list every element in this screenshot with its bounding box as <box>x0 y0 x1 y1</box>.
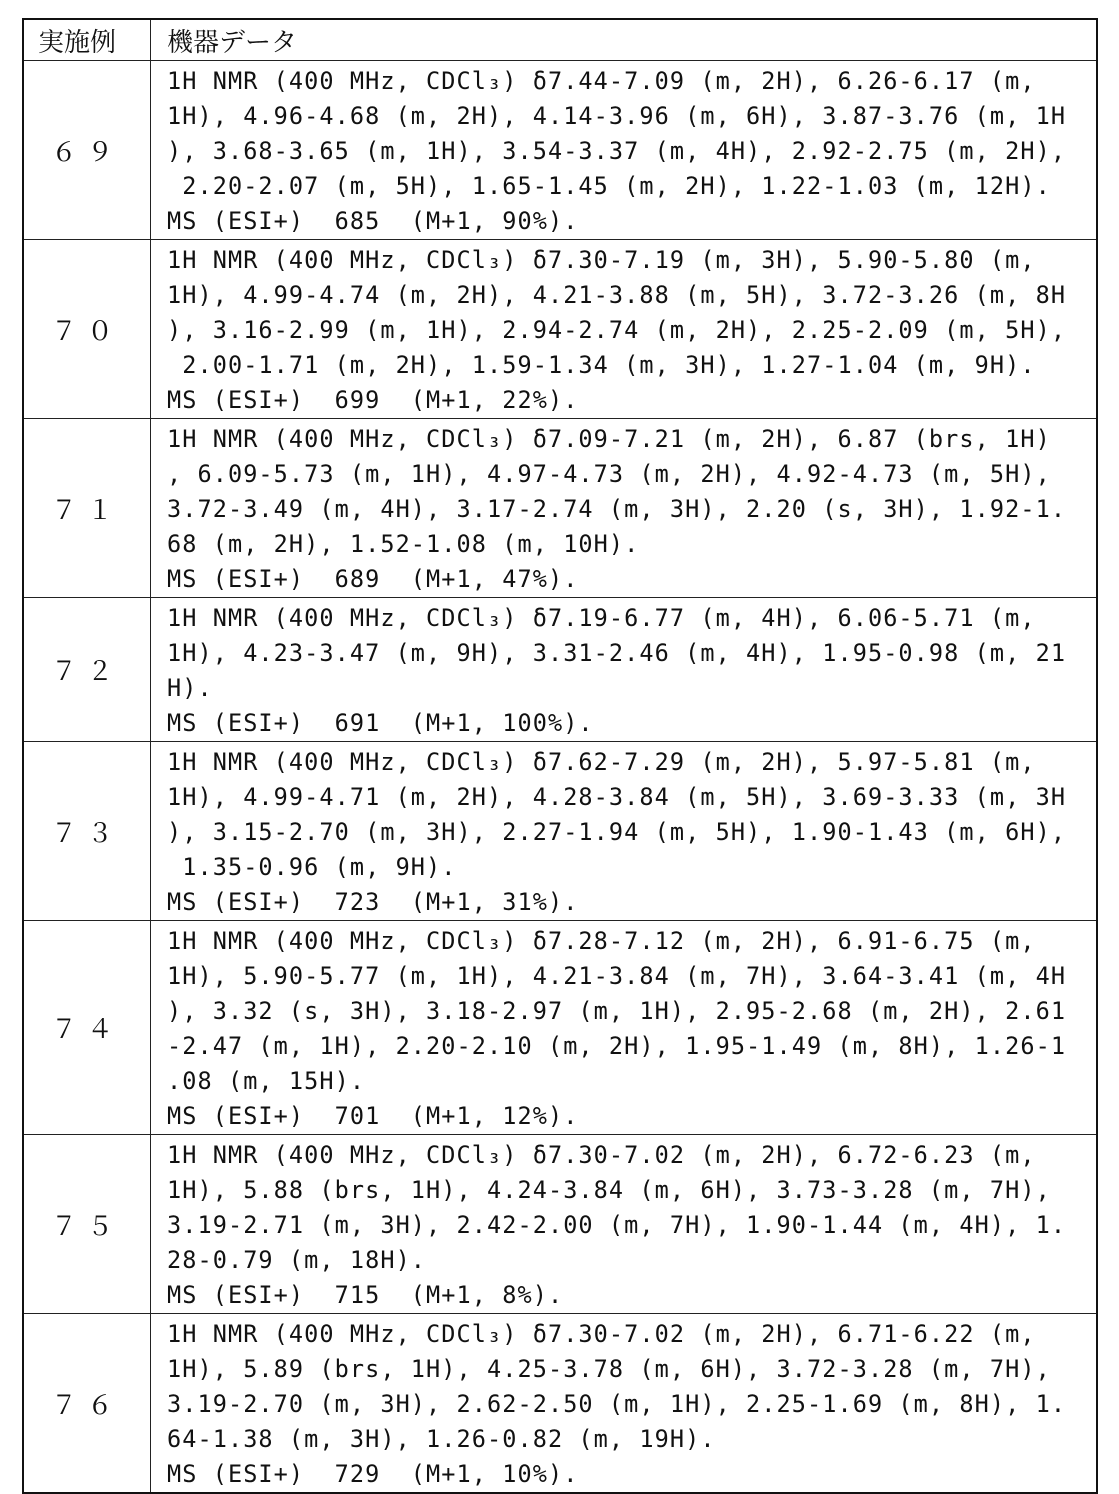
ms-data-line: MS (ESI+) 715 (M+1, 8%). <box>167 1278 1077 1313</box>
nmr-data-line: 1H NMR (400 MHz, CDCl₃) δ7.19-6.77 (m, 4H), 6.06-5.71 (m, <box>167 601 1077 636</box>
header-instrument-data: 機器データ <box>151 19 1098 61</box>
ms-data-line: MS (ESI+) 689 (M+1, 47%). <box>167 562 1077 597</box>
instrument-data-cell <box>151 1314 1098 1494</box>
nmr-data-line: ), 3.15-2.70 (m, 3H), 2.27-1.94 (m, 5H), 1.90-1.43 (m, 6H), <box>167 815 1077 850</box>
ms-data-line: MS (ESI+) 701 (M+1, 12%). <box>167 1099 1077 1134</box>
nmr-data-line: ), 3.32 (s, 3H), 3.18-2.97 (m, 1H), 2.95-2.68 (m, 2H), 2.61 <box>167 994 1077 1029</box>
nmr-data-line: 1H), 5.89 (brs, 1H), 4.25-3.78 (m, 6H), 3.72-3.28 (m, 7H), <box>167 1352 1077 1387</box>
header-example: 実施例 <box>23 19 151 61</box>
table-row <box>23 1135 1097 1314</box>
nmr-data-line: 1H NMR (400 MHz, CDCl₃) δ7.62-7.29 (m, 2H), 5.97-5.81 (m, <box>167 745 1077 780</box>
nmr-data-line: 1H NMR (400 MHz, CDCl₃) δ7.28-7.12 (m, 2H), 6.91-6.75 (m, <box>167 924 1077 959</box>
instrument-data-cell <box>151 61 1098 240</box>
ms-data-line: MS (ESI+) 729 (M+1, 10%). <box>167 1457 1077 1492</box>
nmr-data-line: ), 3.16-2.99 (m, 1H), 2.94-2.74 (m, 2H), 2.25-2.09 (m, 5H), <box>167 313 1077 348</box>
nmr-data-line: 1H), 4.99-4.74 (m, 2H), 4.21-3.88 (m, 5H), 3.72-3.26 (m, 8H <box>167 278 1077 313</box>
example-number: ７４ <box>23 921 151 1135</box>
instrument-data-cell <box>151 598 1098 742</box>
table-row <box>23 61 1097 240</box>
nmr-data-line: 1H), 4.23-3.47 (m, 9H), 3.31-2.46 (m, 4H), 1.95-0.98 (m, 21 <box>167 636 1077 671</box>
example-number: ７６ <box>23 1314 151 1494</box>
nmr-data-line: 1H), 5.88 (brs, 1H), 4.24-3.84 (m, 6H), 3.73-3.28 (m, 7H), <box>167 1173 1077 1208</box>
example-number: ６９ <box>23 61 151 240</box>
example-number: ７１ <box>23 419 151 598</box>
table-row <box>23 598 1097 742</box>
nmr-data-line: 2.00-1.71 (m, 2H), 1.59-1.34 (m, 3H), 1.27-1.04 (m, 9H). <box>167 348 1077 383</box>
nmr-data-line: 3.19-2.71 (m, 3H), 2.42-2.00 (m, 7H), 1.90-1.44 (m, 4H), 1. <box>167 1208 1077 1243</box>
instrument-data-table <box>22 18 1098 1494</box>
nmr-data-line: 1H NMR (400 MHz, CDCl₃) δ7.09-7.21 (m, 2H), 6.87 (brs, 1H) <box>167 422 1077 457</box>
example-number: ７３ <box>23 742 151 921</box>
instrument-data-cell <box>151 419 1098 598</box>
ms-data-line: MS (ESI+) 691 (M+1, 100%). <box>167 706 1077 741</box>
nmr-data-line: 1H NMR (400 MHz, CDCl₃) δ7.30-7.19 (m, 3H), 5.90-5.80 (m, <box>167 243 1077 278</box>
ms-data-line: MS (ESI+) 685 (M+1, 90%). <box>167 204 1077 239</box>
nmr-data-line: H). <box>167 671 1077 706</box>
nmr-data-line: -2.47 (m, 1H), 2.20-2.10 (m, 2H), 1.95-1.49 (m, 8H), 1.26-1 <box>167 1029 1077 1064</box>
nmr-data-line: 1H NMR (400 MHz, CDCl₃) δ7.30-7.02 (m, 2H), 6.71-6.22 (m, <box>167 1317 1077 1352</box>
table-row <box>23 742 1097 921</box>
nmr-data-line: 1H NMR (400 MHz, CDCl₃) δ7.44-7.09 (m, 2H), 6.26-6.17 (m, <box>167 64 1077 99</box>
nmr-data-line: 1.35-0.96 (m, 9H). <box>167 850 1077 885</box>
table-row <box>23 240 1097 419</box>
nmr-data-line: 1H), 5.90-5.77 (m, 1H), 4.21-3.84 (m, 7H), 3.64-3.41 (m, 4H <box>167 959 1077 994</box>
nmr-data-line: .08 (m, 15H). <box>167 1064 1077 1099</box>
nmr-data-line: 1H), 4.96-4.68 (m, 2H), 4.14-3.96 (m, 6H), 3.87-3.76 (m, 1H <box>167 99 1077 134</box>
nmr-data-line: 3.19-2.70 (m, 3H), 2.62-2.50 (m, 1H), 2.25-1.69 (m, 8H), 1. <box>167 1387 1077 1422</box>
nmr-data-line: , 6.09-5.73 (m, 1H), 4.97-4.73 (m, 2H), 4.92-4.73 (m, 5H), <box>167 457 1077 492</box>
instrument-data-cell <box>151 921 1098 1135</box>
example-number: ７２ <box>23 598 151 742</box>
example-number: ７５ <box>23 1135 151 1314</box>
table-row <box>23 419 1097 598</box>
header-row <box>23 19 1097 61</box>
instrument-data-cell <box>151 742 1098 921</box>
instrument-data-cell <box>151 240 1098 419</box>
nmr-data-line: 2.20-2.07 (m, 5H), 1.65-1.45 (m, 2H), 1.22-1.03 (m, 12H). <box>167 169 1077 204</box>
instrument-data-cell <box>151 1135 1098 1314</box>
nmr-data-line: 1H), 4.99-4.71 (m, 2H), 4.28-3.84 (m, 5H), 3.69-3.33 (m, 3H <box>167 780 1077 815</box>
ms-data-line: MS (ESI+) 699 (M+1, 22%). <box>167 383 1077 418</box>
nmr-data-line: 28-0.79 (m, 18H). <box>167 1243 1077 1278</box>
nmr-data-line: 68 (m, 2H), 1.52-1.08 (m, 10H). <box>167 527 1077 562</box>
table-row <box>23 921 1097 1135</box>
example-number: ７０ <box>23 240 151 419</box>
nmr-data-line: 64-1.38 (m, 3H), 1.26-0.82 (m, 19H). <box>167 1422 1077 1457</box>
table-row <box>23 1314 1097 1494</box>
ms-data-line: MS (ESI+) 723 (M+1, 31%). <box>167 885 1077 920</box>
nmr-data-line: 1H NMR (400 MHz, CDCl₃) δ7.30-7.02 (m, 2H), 6.72-6.23 (m, <box>167 1138 1077 1173</box>
nmr-data-line: ), 3.68-3.65 (m, 1H), 3.54-3.37 (m, 4H), 2.92-2.75 (m, 2H), <box>167 134 1077 169</box>
nmr-data-line: 3.72-3.49 (m, 4H), 3.17-2.74 (m, 3H), 2.20 (s, 3H), 1.92-1. <box>167 492 1077 527</box>
